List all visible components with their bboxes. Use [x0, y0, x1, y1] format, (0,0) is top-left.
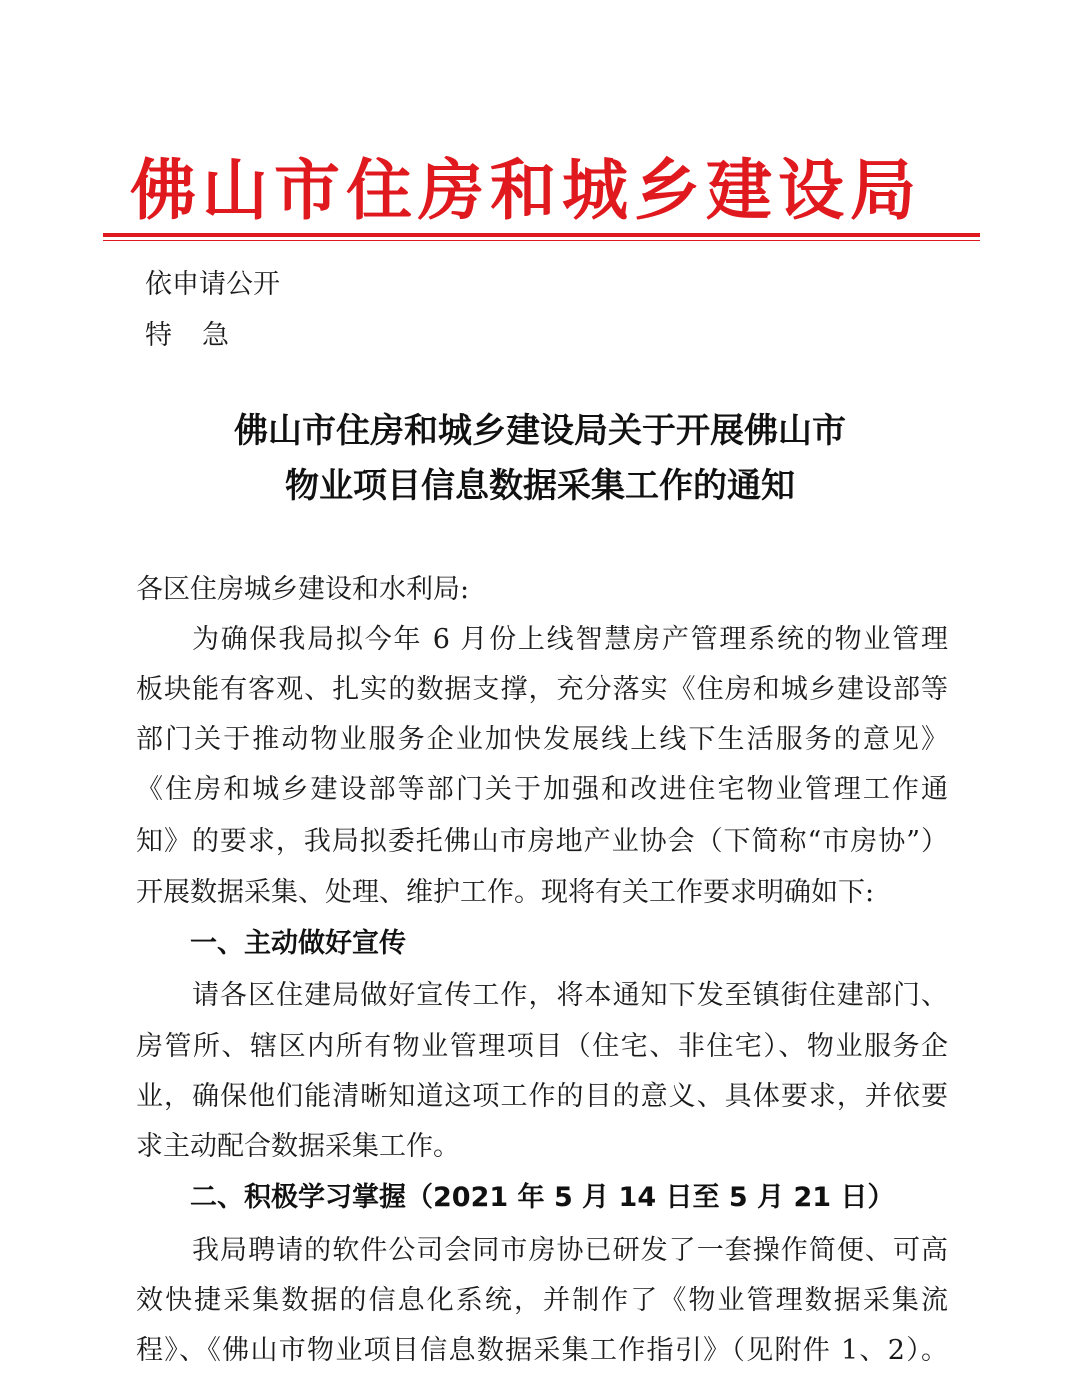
para2-line: 请各区住建局做好宣传工作，将本通知下发至镇街住建部门、: [192, 980, 948, 1011]
urgency-char-2: 急: [202, 320, 229, 351]
document-title-line-1: 佛山市住房和城乡建设局关于开展佛山市: [234, 411, 846, 451]
para1-line: 开展数据采集、处理、维护工作。现将有关工作要求明确如下:: [136, 877, 875, 908]
section1-heading: 一、主动做好宣传: [190, 928, 406, 959]
letterhead-red-rule-thick: [103, 233, 980, 237]
urgency-label: [145, 318, 229, 354]
section2-heading: 二、积极学习掌握（2021 年 5 月 14 日至 5 月 21 日）: [190, 1182, 895, 1213]
para2-line: 房管所、辖区内所有物业管理项目（住宅、非住宅）、物业服务企: [136, 1031, 948, 1062]
urgency-char-1: 特: [145, 320, 172, 351]
para1-line: 为确保我局拟今年 6 月份上线智慧房产管理系统的物业管理: [192, 624, 948, 655]
para3-line: 程》、《佛山市物业项目信息数据采集工作指引》（见附件 1、2）。: [136, 1335, 948, 1366]
para2-line: 求主动配合数据采集工作。: [136, 1131, 460, 1162]
para2-line: 业，确保他们能清晰知道这项工作的目的意义、具体要求，并依要: [136, 1081, 948, 1112]
para1-line: 知》的要求，我局拟委托佛山市房地产业协会（下简称“市房协”）: [136, 826, 948, 857]
addressee: 各区住房城乡建设和水利局:: [136, 574, 470, 605]
para1-line: 《住房和城乡建设部等部门关于加强和改进住宅物业管理工作通: [136, 774, 948, 805]
letterhead-org-name: 佛山市住房和城乡建设局: [130, 151, 922, 229]
disclosure-label: 依申请公开: [145, 269, 280, 300]
para3-line: 效快捷采集数据的信息化系统，并制作了《物业管理数据采集流: [136, 1285, 948, 1316]
letterhead-red-rule-thin: [103, 240, 980, 241]
para1-line: 板块能有客观、扎实的数据支撑，充分落实《住房和城乡建设部等: [136, 674, 948, 705]
para3-line: 我局聘请的软件公司会同市房协已研发了一套操作简便、可高: [192, 1235, 948, 1266]
document-title-line-2: 物业项目信息数据采集工作的通知: [285, 466, 795, 506]
para1-line: 部门关于推动物业服务企业加快发展线上线下生活服务的意见》: [136, 724, 948, 755]
